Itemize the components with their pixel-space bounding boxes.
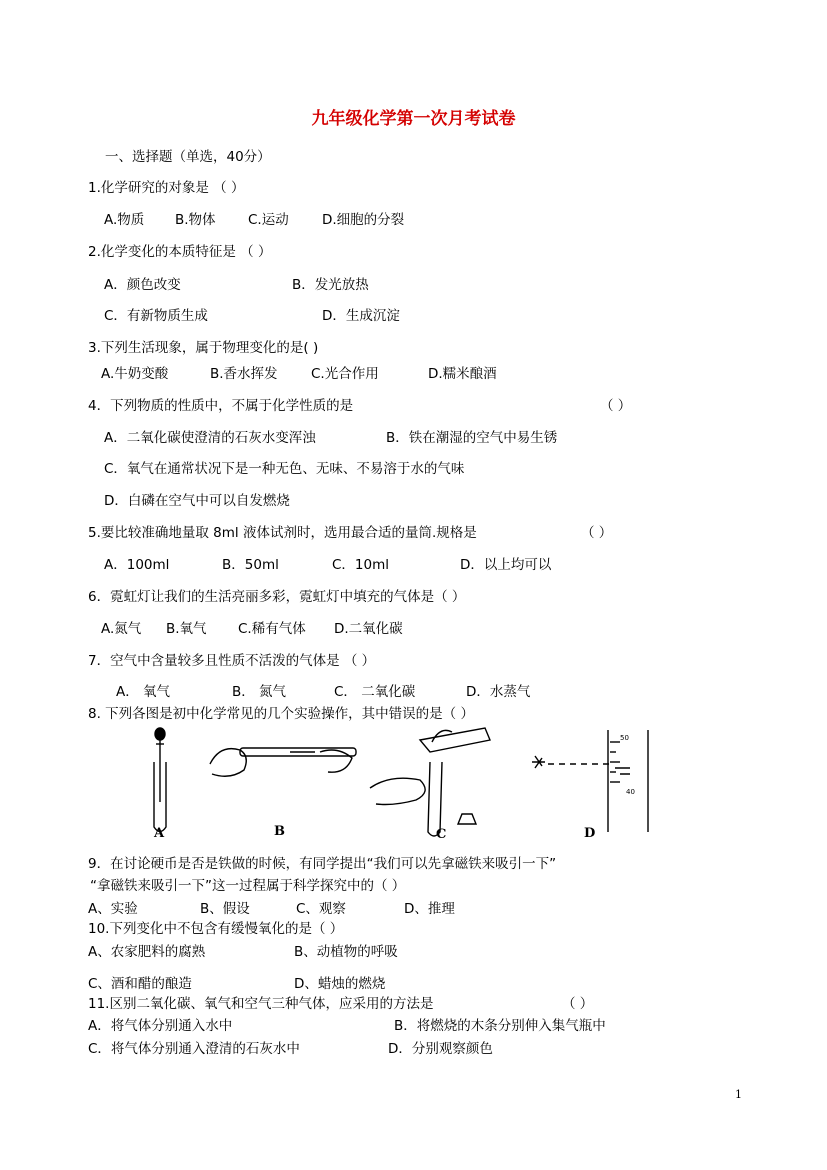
figure-label-b: B — [274, 824, 285, 839]
q5-option-b: B．50ml — [222, 557, 279, 573]
q5-stem: 5.要比较准确地量取 8ml 液体试剂时，选用最合适的量筒.规格是 — [88, 525, 477, 541]
figure-c-pouring-liquid — [370, 728, 490, 836]
q2-option-b: B．发光放热 — [292, 277, 369, 293]
q6-option-d: D.二氧化碳 — [334, 621, 403, 637]
q3-option-c: C.光合作用 — [311, 366, 379, 382]
q1-option-b: B.物体 — [175, 212, 216, 228]
figure-label-c: C — [436, 827, 447, 842]
figure-label-a: A — [154, 826, 165, 841]
q4-option-a: A．二氧化碳使澄清的石灰水变浑浊 — [104, 430, 316, 446]
q7-stem: 7．空气中含量较多且性质不活泼的气体是 （ ） — [88, 653, 376, 669]
q9-stem-line1: 9．在讨论硬币是否是铁做的时候，有同学提出“我们可以先拿磁铁来吸引一下” — [88, 856, 557, 872]
q2-option-c: C．有新物质生成 — [104, 308, 208, 324]
q7-option-c: C． 二氧化碳 — [334, 684, 416, 700]
q4-answer-paren: （ ） — [600, 398, 632, 414]
q3-option-a: A.牛奶变酸 — [101, 366, 169, 382]
q10-option-c: C、酒和醋的酿造 — [88, 976, 192, 992]
q9-option-c: C、观察 — [296, 901, 346, 917]
q9-option-d: D、推理 — [404, 901, 455, 917]
q11-option-d: D．分别观察颜色 — [388, 1041, 493, 1057]
q4-option-c: C．氧气在通常状况下是一种无色、无味、不易溶于水的气味 — [104, 461, 465, 477]
q4-option-b: B．铁在潮湿的空气中易生锈 — [386, 430, 558, 446]
q11-option-b: B．将燃烧的木条分别伸入集气瓶中 — [394, 1018, 606, 1034]
experiment-illustrations — [140, 722, 660, 842]
q1-stem: 1.化学研究的对象是 （ ） — [88, 180, 245, 196]
figure-a-dropper-in-tube — [154, 728, 166, 832]
q7-option-b: B． 氮气 — [232, 684, 287, 700]
q10-option-b: B、动植物的呼吸 — [294, 944, 398, 960]
q6-option-c: C.稀有气体 — [238, 621, 306, 637]
q2-option-d: D．生成沉淀 — [322, 308, 400, 324]
page-number: 1 — [735, 1088, 742, 1101]
q4-stem: 4．下列物质的性质中，不属于化学性质的是 — [88, 398, 354, 414]
q5-answer-paren: （ ） — [581, 525, 613, 541]
figure-d-reading-cylinder — [532, 730, 648, 832]
experiment-figure — [140, 722, 660, 842]
q11-answer-paren: （ ） — [562, 996, 594, 1012]
figure-label-d: D — [584, 826, 596, 841]
q7-option-a: A． 氧气 — [116, 684, 171, 700]
q1-option-c: C.运动 — [248, 212, 289, 228]
q1-option-a: A.物质 — [104, 212, 145, 228]
q9-stem-line2: “拿磁铁来吸引一下”这一过程属于科学探究中的（ ） — [90, 878, 406, 894]
q2-option-a: A．颜色改变 — [104, 277, 181, 293]
q3-stem: 3.下列生活现象，属于物理变化的是( ) — [88, 340, 319, 356]
cylinder-scale-top: 50 — [620, 734, 629, 742]
q5-option-a: A．100ml — [104, 557, 170, 573]
q6-stem: 6．霓虹灯让我们的生活亮丽多彩，霓虹灯中填充的气体是（ ） — [88, 589, 466, 605]
q6-option-b: B.氧气 — [166, 621, 207, 637]
section-heading: 一、选择题（单选，40分） — [105, 149, 271, 165]
q4-option-d: D．白磷在空气中可以自发燃烧 — [104, 493, 290, 509]
q1-option-d: D.细胞的分裂 — [322, 212, 405, 228]
q11-option-a: A．将气体分别通入水中 — [88, 1018, 233, 1034]
cylinder-scale-bottom: 40 — [626, 788, 635, 796]
q5-option-c: C．10ml — [332, 557, 390, 573]
q3-option-d: D.糯米酿酒 — [428, 366, 497, 382]
q2-stem: 2.化学变化的本质特征是 （ ） — [88, 244, 272, 260]
q5-option-d: D．以上均可以 — [460, 557, 552, 573]
q9-option-a: A、实验 — [88, 901, 138, 917]
q10-option-a: A、农家肥料的腐熟 — [88, 944, 206, 960]
q10-option-d: D、蜡烛的燃烧 — [294, 976, 386, 992]
q6-option-a: A.氮气 — [101, 621, 142, 637]
q8-stem: 8. 下列各图是初中化学常见的几个实验操作，其中错误的是（ ） — [88, 706, 474, 722]
q7-option-d: D．水蒸气 — [466, 684, 531, 700]
page-title: 九年级化学第一次月考试卷 — [311, 109, 516, 129]
q11-option-c: C．将气体分别通入澄清的石灰水中 — [88, 1041, 300, 1057]
figure-b-hands-holding-tube — [210, 748, 356, 776]
q3-option-b: B.香水挥发 — [210, 366, 278, 382]
q9-option-b: B、假设 — [200, 901, 250, 917]
q10-stem: 10.下列变化中不包含有缓慢氧化的是（ ） — [88, 921, 344, 937]
q11-stem: 11.区别二氧化碳、氧气和空气三种气体，应采用的方法是 — [88, 996, 434, 1012]
